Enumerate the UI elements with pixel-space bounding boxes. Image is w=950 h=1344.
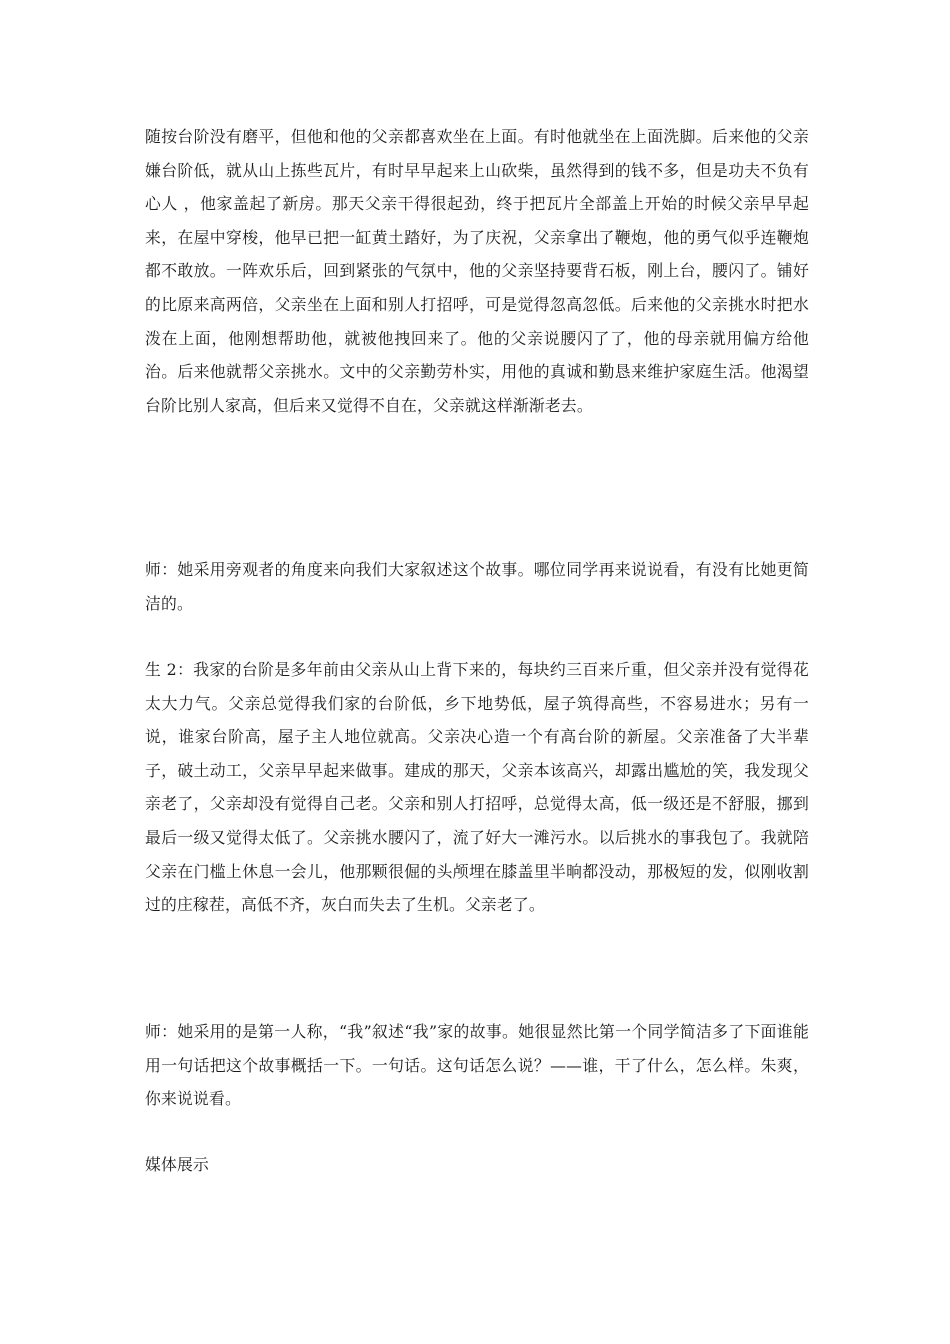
teacher-question-paragraph: 师：她采用的是第一人称，“我”叙述“我”家的故事。她很显然比第一个同学简洁多了下面谁能用一句话把这个故事概括一下。一句话。这句话怎么说？——谁，干了什么，怎么样。朱爽，你来说说看。: [145, 1022, 809, 1109]
media-display-label: 媒体展示: [145, 1155, 209, 1174]
student-answer-paragraph: 生 2：我家的台阶是多年前由父亲从山上背下来的，每块约三百来斤重，但父亲并没有觉得花太大力气。父亲总觉得我们家的台阶低，乡下地势低，屋子筑得高些，不容易进水；另有一说，谁家台阶高，屋子主人地位就高。父亲决心造一个有高台阶的新屋。父亲准备了大半辈子，破土动工，父亲早早起来做事。建成的那天，父亲本该高兴，却露出尴尬的笑，我发现父亲老了，父亲却没有觉得自己老。父亲和别人打招呼，总觉得太高，低一级还是不舒服，挪到最后一级又觉得太低了。父亲挑水腰闪了，流了好大一滩污水。以后挑水的事我包了。我就陪父亲在门槛上休息一会儿，他那颗很倔的头颅埋在膝盖里半晌都没动，那极短的发，似刚收割过的庄稼茬，高低不齐，灰白而失去了生机。父亲老了。: [145, 660, 809, 915]
narrative-paragraph: 随按台阶没有磨平，但他和他的父亲都喜欢坐在上面。有时他就坐在上面洗脚。后来他的父亲嫌台阶低，就从山上拣些瓦片，有时早早起来上山砍柴，虽然得到的钱不多，但是功夫不负有心人 ，他家盖起了新房。那天父亲干得很起劲，终于把瓦片全部盖上开始的时候父亲早早起来，在屋中穿梭，他早已把一缸黄土踏好，为了庆祝，父亲拿出了鞭炮，他的勇气似乎连鞭炮都不敢放。一阵欢乐后，回到紧张的气氛中，他的父亲坚持要背石板，刚上台，腰闪了。铺好的比原来高两倍，父亲坐在上面和别人打招呼，可是觉得忽高忽低。后来他的父亲挑水时把水泼在上面，他刚想帮助他，就被他拽回来了。他的父亲说腰闪了了，他的母亲就用偏方给他治。后来他就帮父亲挑水。文中的父亲勤劳朴实，用他的真诚和勤恳来维护家庭生活。他渴望台阶比别人家高，但后来又觉得不自在，父亲就这样渐渐老去。: [145, 127, 809, 415]
teacher-remark-paragraph: 师：她采用旁观者的角度来向我们大家叙述这个故事。哪位同学再来说说看，有没有比她更简洁的。: [145, 560, 809, 613]
